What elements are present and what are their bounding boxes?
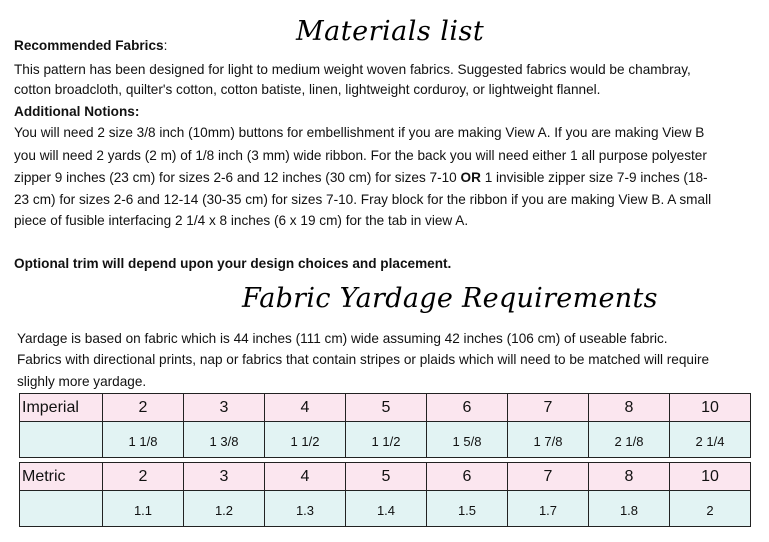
notions-text-line-2: you will need 2 yards (2 m) of 1/8 inch (3 mm) wide ribbon. For the back you will need either 1 all purpose polyester [14, 148, 707, 163]
notions-or-emphasis: OR [460, 170, 481, 185]
imperial-value-cell: 2 1/8 [589, 422, 670, 458]
metric-label: Metric [20, 463, 103, 491]
imperial-size-cell: 2 [103, 394, 184, 422]
imperial-size-cell: 6 [427, 394, 508, 422]
recommended-fabrics-text-line-2: cotton broadcloth, quilter's cotton, cotton batiste, linen, lightweight corduroy, or lightweight flannel. [14, 82, 601, 97]
metric-value-cell: 1.2 [184, 491, 265, 527]
imperial-size-row [20, 394, 751, 422]
recommended-fabrics-heading: Recommended Fabrics [14, 38, 164, 53]
metric-value-cell: 1.7 [508, 491, 589, 527]
imperial-value-row [20, 422, 751, 458]
metric-size-cell: 5 [346, 463, 427, 491]
imperial-value-cell: 1 7/8 [508, 422, 589, 458]
notions-line-3-before: zipper 9 inches (23 cm) for sizes 2-6 and 12 inches (30 cm) for sizes 7-10 [14, 170, 461, 185]
metric-value-cell: 1.3 [265, 491, 346, 527]
imperial-value-cell: 1 1/2 [346, 422, 427, 458]
imperial-label: Imperial [20, 394, 103, 422]
metric-size-cell: 2 [103, 463, 184, 491]
imperial-size-cell: 4 [265, 394, 346, 422]
imperial-value-cell: 2 1/4 [670, 422, 751, 458]
fabric-yardage-title: Fabric Yardage Requirements [242, 283, 658, 314]
recommended-fabrics-colon: : [163, 38, 168, 53]
imperial-yardage-table [19, 393, 751, 458]
metric-size-row [20, 463, 751, 491]
metric-size-cell: 6 [427, 463, 508, 491]
yardage-text-line-1: Yardage is based on fabric which is 44 inches (111 cm) wide assuming 42 inches (106 cm) of useable fabric. [17, 331, 668, 346]
imperial-value-label-cell [20, 422, 103, 458]
imperial-size-cell: 8 [589, 394, 670, 422]
imperial-size-cell: 3 [184, 394, 265, 422]
metric-size-cell: 4 [265, 463, 346, 491]
metric-value-cell: 2 [670, 491, 751, 527]
imperial-value-cell: 1 1/8 [103, 422, 184, 458]
metric-value-cell: 1.1 [103, 491, 184, 527]
metric-size-cell: 3 [184, 463, 265, 491]
recommended-fabrics-heading-line [14, 37, 167, 55]
imperial-size-cell: 10 [670, 394, 751, 422]
materials-list-title: Materials list [296, 16, 485, 47]
metric-size-cell: 7 [508, 463, 589, 491]
recommended-fabrics-text-line-1: This pattern has been designed for light to medium weight woven fabrics. Suggested fabrics would be chambray, [14, 62, 691, 77]
yardage-text-line-2: Fabrics with directional prints, nap or fabrics that contain stripes or plaids which will need to be matched will require [17, 352, 710, 367]
metric-value-cell: 1.8 [589, 491, 670, 527]
metric-size-cell: 8 [589, 463, 670, 491]
notions-text-line-4: 23 cm) for sizes 2-6 and 12-14 (30-35 cm) for sizes 7-10. Fray block for the ribbon if you are making View B. A small [14, 192, 712, 207]
notions-text-line-5: piece of fusible interfacing 2 1/4 x 8 inches (6 x 19 cm) for the tab in view A. [14, 213, 469, 228]
metric-value-row [20, 491, 751, 527]
notions-line-3-after: 1 invisible zipper size 7-9 inches (18- [480, 170, 708, 185]
imperial-value-cell: 1 5/8 [427, 422, 508, 458]
metric-yardage-table [19, 462, 751, 527]
imperial-size-cell: 5 [346, 394, 427, 422]
notions-text-line-1: You will need 2 size 3/8 inch (10mm) buttons for embellishment if you are making View A. If you are making View B [14, 125, 705, 140]
optional-trim-note: Optional trim will depend upon your design choices and placement. [14, 256, 452, 271]
notions-text-line-3 [14, 169, 708, 187]
additional-notions-heading: Additional Notions: [14, 104, 140, 119]
yardage-text-line-3: slighly more yardage. [17, 374, 147, 389]
metric-size-cell: 10 [670, 463, 751, 491]
imperial-value-cell: 1 1/2 [265, 422, 346, 458]
imperial-size-cell: 7 [508, 394, 589, 422]
metric-value-cell: 1.5 [427, 491, 508, 527]
metric-value-cell: 1.4 [346, 491, 427, 527]
imperial-value-cell: 1 3/8 [184, 422, 265, 458]
metric-value-label-cell [20, 491, 103, 527]
